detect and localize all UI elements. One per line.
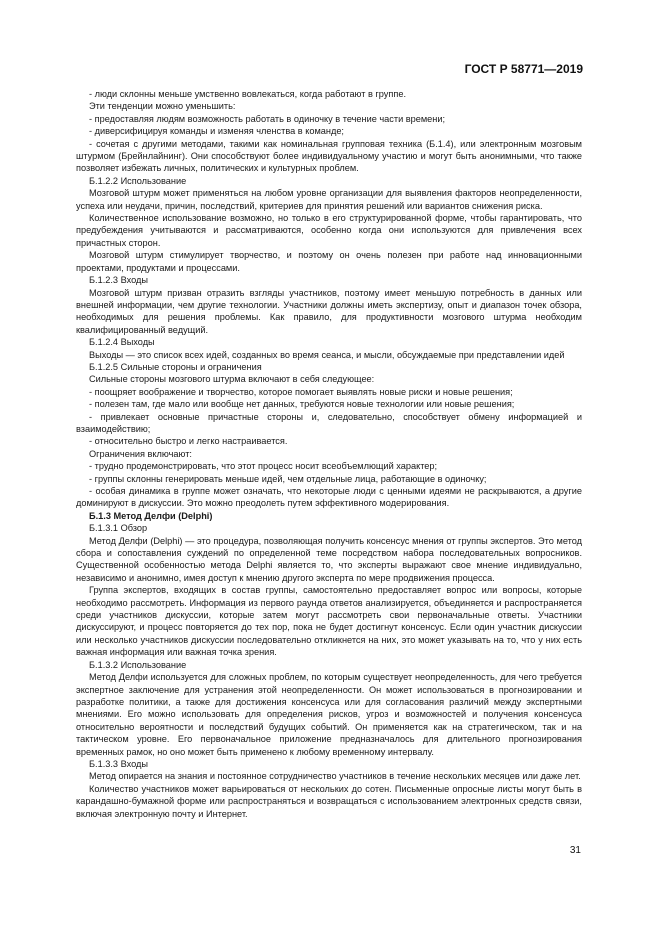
paragraph: Ограничения включают:: [89, 448, 192, 459]
paragraph: - особая динамика в группе может означать, что некоторые люди с ценными идеями не раскрываются, а другие доминируют в дискуссии. Это можно преодолеть путем эффективного модерирования.: [76, 486, 582, 509]
paragraph: Сильные стороны мозгового штурма включают в себя следующее:: [89, 374, 375, 385]
section-heading: Б.1.3.2 Использование: [89, 659, 187, 670]
section-heading: Б.1.3.1 Обзор: [89, 523, 148, 534]
paragraph: Количество участников может варьироваться от нескольких до сотен. Письменные опросные листы могут быть в карандашно-бумажной форме или распространяться и возвращаться с использованием электронных средств связи, включая электронную почту и Интернет.: [76, 783, 582, 819]
paragraph: Группа экспертов, входящих в состав группы, самостоятельно предоставляет вопрос или вопросы, которые необходимо рассмотреть. Информация из первого раунда ответов анализируется, объединяется и распространяется среди участников дискуссии, которые затем могут рассмотреть свои первоначальные ответы. Участники дискуссируют, и процесс повторяется до тех пор, пока не будет достигнут консенсус. Если один участник дискуссии или несколько участников дискуссии последовательно откликнется на них, это может указывать на то, что у них есть важная информация или важная точка зрения.: [76, 585, 582, 658]
paragraph: - группы склонны генерировать меньше идей, чем отдельные лица, работающие в одиночку;: [89, 473, 487, 484]
paragraph: - сочетая с другими методами, такими как номинальная групповая техника (Б.1.4), или электронным мозговым штурмом (Брейнлайнинг). Они способствуют более индивидуальному участию и могут быть анонимными, что также позволяет избежать личных, политических и культурных проблем.: [76, 138, 582, 174]
document-code: ГОСТ Р 58771—2019: [464, 62, 583, 76]
section-heading: Б.1.2.5 Сильные стороны и ограничения: [89, 361, 262, 372]
paragraph: Метод опирается на знания и постоянное сотрудничество участников в течение нескольких месяцев или даже лет.: [89, 771, 581, 782]
section-heading: Б.1.2.4 Выходы: [89, 337, 155, 348]
paragraph: Метод Делфи (Delphi) — это процедура, позволяющая получить консенсус мнения от группы экспертов. Это метод сбора и сопоставления суждений по определенной теме посредством набора последовательных вопросников. Существенной особенностью метода Delphi является то, что эксперты выражают свое мнение индивидуально, независимо и анонимно, имея доступ к мнению другого эксперта по мере продвижения процесса.: [76, 535, 582, 583]
paragraph: Мозговой штурм призван отразить взгляды участников, поэтому имеет меньшую потребность в данных или внешней информации, чем другие технологии. Участники должны иметь экспертизу, опыт и диапазон точек обзора, необходимых для решения проблемы. Как правило, для продуктивности мозгового штурма необходим квалифицированный ведущий.: [76, 287, 582, 335]
paragraph: Выходы — это список всех идей, созданных во время сеанса, и мысли, обсуждаемые при представлении идей: [89, 349, 565, 360]
paragraph: Метод Делфи используется для сложных проблем, по которым существует неопределенность, для чего требуется экспертное заключение для устранения этой неопределенности. Он может использоваться в прогнозировании и разработке политики, а также для достижения консенсуса или для согласования различий между экспертными мнениями. Его можно использовать для определения рисков, угроз и возможностей и получения консенсуса относительно вероятности и последствий будущих событий. Он применяется как на стратегическом, так и на тактическом уровне. Его первоначальное приложение предназначалось для длительного прогнозирования временных рамок, но оно может быть применено к любому временному интервалу.: [76, 672, 582, 757]
paragraph: - трудно продемонстрировать, что этот процесс носит всеобъемлющий характер;: [89, 461, 438, 472]
paragraph: Мозговой штурм может применяться на любом уровне организации для выявления факторов неопределенности, успеха или неудачи, причин, последствий, критериев для принятия решений или вариантов снижения риска.: [76, 188, 582, 211]
paragraph: - люди склонны меньше умственно вовлекаться, когда работают в группе.: [89, 89, 406, 99]
document-body: [76, 88, 582, 820]
paragraph: - предоставляя людям возможность работать в одиночку в течение части времени;: [89, 113, 446, 124]
paragraph: - диверсифицируя команды и изменяя членства в команде;: [89, 126, 344, 137]
section-heading: Б.1.3 Метод Делфи (Delphi): [89, 510, 213, 521]
paragraph: - привлекает основные причастные стороны и, следовательно, способствует обмену информацией и взаимодействию;: [76, 411, 582, 434]
paragraph: Эти тенденции можно уменьшить:: [89, 101, 236, 112]
paragraph: - поощряет воображение и творчество, которое помогает выявлять новые риски и новые решения;: [89, 386, 513, 397]
section-heading: Б.1.2.3 Входы: [89, 275, 148, 286]
paragraph: Мозговой штурм стимулирует творчество, и поэтому он очень полезен при работе над инновационными проектами, продуктами и процессами.: [76, 250, 582, 273]
page-number: 31: [569, 845, 581, 856]
section-heading: Б.1.2.2 Использование: [89, 175, 187, 186]
paragraph: - полезен там, где мало или вообще нет данных, требуются новые технологии или новые решения;: [89, 399, 515, 410]
paragraph: - относительно быстро и легко настраивается.: [89, 436, 288, 447]
paragraph: Количественное использование возможно, но только в его структурированной форме, чтобы гарантировать, что предубеждения учитываются и рассматриваются, особенно когда они используются для привлечения всех причастных сторон.: [76, 213, 582, 248]
section-heading: Б.1.3.3 Входы: [89, 758, 148, 769]
